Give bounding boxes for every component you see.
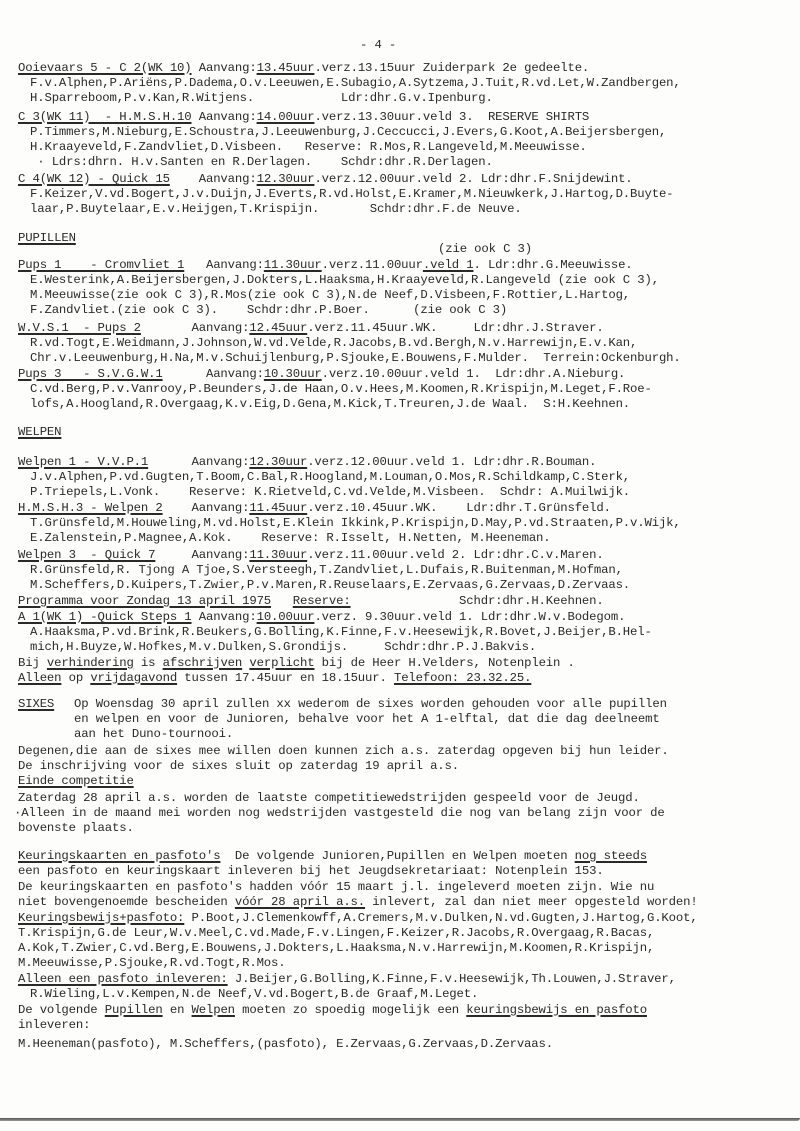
match-details: .verz.13.30uur.veld 3. RESERVE SHIRTS [314, 110, 590, 124]
player-list: J.v.Alphen,P.vd.Gugten,T.Boom,C.Bal,R.Hoogland,M.Louman,O.Mos,R.Schildkamp,C.Sterk, [30, 470, 631, 484]
medical-header: Keuringskaarten en pasfoto's De volgende Junioren,Pupillen en Welpen moeten nog steeds [18, 849, 647, 863]
program-schdr: Schdr:dhr.H.Keehnen. [459, 594, 604, 608]
sixes-signup: Degenen,die aan de sixes mee willen doen kunnen zich a.s. zaterdag opgeven bij hun leider. [18, 744, 669, 758]
player-list: H.Kraayeveld,F.Zandvliet,D.Visbeen. Reserve: R.Mos,R.Langeveld,M.Meeuwisse. [30, 140, 587, 154]
match-header-welpen2: H.M.S.H.3 - Welpen 2 Aanvang:11.45uur.verz.10.45uur.WK. Ldr:dhr.T.Grünsfeld. [18, 501, 611, 515]
field-number: .veld 1 [422, 258, 474, 272]
program-title: Programma voor Zondag 13 april 1975 [18, 594, 272, 608]
page-bottom-edge [0, 1118, 800, 1121]
player-list: A.Haaksma,P.vd.Brink,R.Beukers,G.Bolling,K.Finne,F.v.Heesewijk,R.Bovet,J.Beijer,B.Hel- [30, 625, 652, 639]
match-title: H.M.S.H.3 - Welpen 2 [18, 501, 163, 515]
player-list: R.vd.Togt,E.Weidmann,J.Johnson,W.vd.Velde,R.Jacobs,B.vd.Bergh,N.v.Harrewijn,E.v.Kan, [30, 336, 638, 350]
player-list: mich,H.Buyze,W.Hofkes,M.v.Dulken,S.Grondijs. Schdr:dhr.P.J.Bakvis. [30, 640, 537, 654]
match-details: .verz.12.00uur.veld 2. Ldr:dhr.F.Snijdewint. [314, 172, 633, 186]
page-number: - 4 - [360, 38, 397, 52]
start-time: 13.45uur [256, 61, 315, 75]
leader: . Ldr:dhr.G.Meeuwisse. [473, 258, 633, 272]
cross-reference-note: (zie ook C 3) [438, 242, 532, 256]
match-header-c3: C 3(WK 11) - H.M.S.H.10 Aanvang:14.00uur.verz.13.30uur.veld 3. RESERVE SHIRTS [18, 110, 590, 124]
player-list: T.Krispijn,G.de Leur,W.v.Meel,C.vd.Made,F.v.Lingen,F.Keizer,R.Jacobs,R.Overgaag,R.Bacas, [18, 926, 655, 940]
start-time: 10.30uur [263, 367, 322, 381]
player-list: F.Zandvliet.(zie ook C 3). Schdr:dhr.P.Boer. (zie ook C 3) [30, 303, 508, 317]
player-list: R.Grünsfeld,R. Tjong A Tjoe,S.Versteegh,T.Zandvliet,L.Dufais,R.Buitenman,M.Hofman, [30, 563, 623, 577]
match-title: Pups 1 - Cromvliet 1 [18, 258, 185, 272]
player-list: R.Wieling,L.v.Kempen,N.de Neef,V.vd.Bogert,B.de Graaf,M.Leget. [30, 987, 479, 1001]
sixes-text: aan het Duno-tournooi. [74, 727, 234, 741]
player-list: P.Timmers,M.Nieburg,E.Schoustra,J.Leeuwenburg,J.Ceccucci,J.Evers,G.Koot,A.Beijersbergen, [30, 125, 667, 139]
start-time: 12.45uur [249, 321, 308, 335]
match-details: .verz. 9.30uur.veld 1. Ldr:dhr.W.v.Bodegom. [314, 610, 626, 624]
both-label: Keuringsbewijs+pasfoto: [18, 911, 185, 925]
end-competition-title: Einde competitie [18, 774, 134, 788]
followup-notice: De volgende Pupillen en Welpen moeten zo spoedig mogelijk een keuringsbewijs en pasfoto [18, 1003, 647, 1017]
match-header-c4: C 4(WK 12) - Quick 15 Aanvang:12.30uur.verz.12.00uur.veld 2. Ldr:dhr.F.Snijdewint. [18, 172, 633, 186]
player-list: F.v.Alphen,P.Ariëns,P.Dadema,O.v.Leeuwen,E.Subagio,A.Sytzema,J.Tuit,R.vd.Let,W.Zandbergen, [30, 76, 681, 90]
match-header-a1: A 1(WK 1) -Quick Steps 1 Aanvang:10.00uur.verz. 9.30uur.veld 1. Ldr:dhr.W.v.Bodegom. [18, 610, 626, 624]
end-competition-text: Zaterdag 28 april a.s. worden de laatste competitiewedstrijden gespeeld voor de Jeugd. [18, 791, 640, 805]
player-list: F.Keizer,V.vd.Bogert,J.v.Duijn,J.Everts,R.vd.Holst,E.Kramer,M.Nieuwkerk,J.Hartog,D.Buyte- [30, 187, 674, 201]
match-details: .verz.11.00uur [321, 258, 423, 272]
match-title: Ooievaars 5 - C 2(WK 10) [18, 61, 192, 75]
match-header-welpen3: Welpen 3 - Quick 7 Aanvang:11.30uur.verz.11.00uur.veld 2. Ldr:dhr.C.v.Maren. [18, 548, 604, 562]
player-list: E.Westerink,A.Beijersbergen,J.Dokters,L.Haaksma,H.Kraayeveld,R.Langeveld (zie ook C 3), [30, 273, 659, 287]
player-list: lofs,A.Hoogland,R.Overgaag,K.v.Eig,D.Gena,M.Kick,T.Treuren,J.de Waal. S:H.Keehnen. [30, 397, 631, 411]
player-list: C.vd.Berg,P.v.Vanrooy,P.Beunders,J.de Haan,O.v.Hees,M.Koomen,R.Krispijn,M.Leget,F.Roe- [30, 382, 652, 396]
match-header-welpen1: Welpen 1 - V.V.P.1 Aanvang:12.30uur.verz.12.00uur.veld 1. Ldr:dhr.R.Bouman. [18, 455, 597, 469]
match-title: Pups 3 - S.V.G.W.1 [18, 367, 163, 381]
followup-names: M.Heeneman(pasfoto), M.Scheffers,(pasfoto), E.Zervaas,G.Zervaas,D.Zervaas. [18, 1037, 553, 1051]
player-list: P.Triepels,L.Vonk. Reserve: K.Rietveld,C.vd.Velde,M.Visbeen. Schdr: A.Muilwijk. [30, 485, 631, 499]
program-header [18, 594, 604, 609]
player-list: E.Zalenstein,P.Magnee,A.Kok. Reserve: R.Isselt, H.Netten, M.Heeneman. [30, 531, 551, 545]
medical-text: De keuringskaarten en pasfoto's hadden vóór 15 maart j.l. ingeleverd moeten zijn. Wie nu [18, 880, 655, 894]
match-header-ooievaars: Ooievaars 5 - C 2(WK 10) Aanvang:13.45uur.verz.13.15uur Zuiderpark 2e gedeelte. [18, 61, 590, 75]
player-list: A.Kok,T.Zwier,C.vd.Berg,E.Bouwens,J.Dokters,L.Haaksma,N.v.Harrewijn,M.Koomen,R.Krispijn, [18, 941, 655, 955]
match-title: W.V.S.1 - Pups 2 [18, 321, 141, 335]
match-header-pups1: Pups 1 - Cromvliet 1 Aanvang:11.30uur.verz.11.00uur.veld 1. Ldr:dhr.G.Meeuwisse. [18, 258, 633, 272]
start-time: 10.00uur [256, 610, 315, 624]
match-header-pups3: Pups 3 - S.V.G.W.1 Aanvang:10.30uur.verz.10.00uur.veld 1. Ldr:dhr.A.Nieburg. [18, 367, 626, 381]
player-list: M.Scheffers,D.Kuipers,T.Zwier,P.v.Maren,R.Reuselaars,E.Zervaas,G.Zervaas,D.Zervaas. [30, 578, 631, 592]
followup-text: inleveren: [18, 1018, 91, 1032]
player-list: laar,P.Buytelaar,E.v.Heijgen,T.Krispijn. Schdr:dhr.F.de Neuve. [30, 202, 522, 216]
sixes-deadline: De inschrijving voor de sixes sluit op zaterdag 19 april a.s. [18, 759, 459, 773]
end-competition-text: ·Alleen in de maand mei worden nog wedstrijden vastgesteld die nog van belang zijn voor de [14, 806, 665, 820]
match-details: .verz.11.00uur.veld 2. Ldr:dhr.C.v.Maren. [307, 548, 604, 562]
match-details: .verz.13.15uur Zuiderpark 2e gedeelte. [314, 61, 590, 75]
section-title-pupillen: PUPILLEN [18, 231, 76, 245]
section-title-welpen: WELPEN [18, 425, 62, 439]
start-time: 11.30uur [263, 258, 322, 272]
leaders-line: · Ldrs:dhrn. H.v.Santen en R.Derlagen. Schdr:dhr.R.Derlagen. [30, 155, 493, 169]
match-details: .verz.11.45uur.WK. Ldr:dhr.J.Straver. [307, 321, 604, 335]
match-details: .verz.12.00uur.veld 1. Ldr:dhr.R.Bouman. [307, 455, 597, 469]
player-list: Chr.v.Leeuwenburg,H.Na,M.v.Schuijlenburg,P.Sjouke,E.Bouwens,F.Mulder. Terrein:Ockenburgh. [30, 351, 681, 365]
medical-warning: niet bovengenoemde bescheiden vóór 28 april a.s. inlevert, zal dan niet meer opgesteld worden! [18, 895, 698, 909]
photo-only-list: Alleen een pasfoto inleveren: J.Beijer,G.Bolling,K.Finne,F.v.Heesewijk,Th.Louwen,J.Straver, [18, 972, 676, 986]
player-list: T.Grünsfeld,M.Houweling,M.vd.Holst,E.Klein Ikkink,P.Krispijn,D.May,P.vd.Straaten,P.v.Wijk, [30, 516, 681, 530]
match-title: Welpen 3 - Quick 7 [18, 548, 156, 562]
sixes-text: Op Woensdag 30 april zullen xx wederom de sixes worden gehouden voor alle pupillen [74, 697, 667, 711]
start-time: 11.45uur [249, 501, 308, 515]
match-details: .verz.10.45uur.WK. Ldr:dhr.T.Grünsfeld. [307, 501, 611, 515]
medical-text: een pasfoto en keuringskaart inleveren bij het Jeugdsekretariaat: Notenplein 153. [18, 864, 604, 878]
start-time: 14.00uur [256, 110, 315, 124]
match-title: A 1(WK 1) -Quick Steps 1 [18, 610, 192, 624]
start-time: 11.30uur [249, 548, 308, 562]
match-details: .verz.10.00uur.veld 1. Ldr:dhr.A.Nieburg. [321, 367, 626, 381]
sixes-text: en welpen en voor de Junioren, behalve voor het A 1-elftal, dat die dag deelneemt [74, 712, 660, 726]
absence-hours: Alleen op vrijdagavond tussen 17.45uur en 18.15uur. Telefoon: 23.32.25. [18, 671, 532, 685]
phone-number: Telefoon: 23.32.25. [393, 671, 532, 685]
match-title: C 3(WK 11) - H.M.S.H.10 [18, 110, 192, 124]
end-competition-text: bovenste plaats. [18, 821, 134, 835]
player-list: H.Sparreboom,P.v.Kan,R.Witjens. Ldr:dhr.G.v.Ipenburg. [30, 91, 493, 105]
match-title: C 4(WK 12) - Quick 15 [18, 172, 170, 186]
absence-notice: Bij verhindering is afschrijven verplicht bij de Heer H.Velders, Notenplein . [18, 656, 575, 670]
medical-title: Keuringskaarten en pasfoto's [18, 849, 221, 863]
player-list: M.Meeuwisse(zie ook C 3),R.Mos(zie ook C 3),N.de Neef,D.Visbeen,F.Rottier,L.Hartog, [30, 288, 631, 302]
start-time: 12.30uur [249, 455, 308, 469]
player-list: M.Meeuwisse,P.Sjouke,R.vd.Togt,R.Mos. [18, 956, 286, 970]
match-header-pups2: W.V.S.1 - Pups 2 Aanvang:12.45uur.verz.11.45uur.WK. Ldr:dhr.J.Straver. [18, 321, 604, 335]
photo-label: Alleen een pasfoto inleveren: [18, 972, 228, 986]
reserve-label: Reserve: [292, 594, 351, 608]
medical-both-list: Keuringsbewijs+pasfoto: P.Boot,J.Clemenkowff,A.Cremers,M.v.Dulken,N.vd.Gugten,J.Hartog,G.Koot, [18, 911, 698, 925]
start-time: 12.30uur [256, 172, 315, 186]
sixes-title: SIXES [18, 697, 55, 711]
match-title: Welpen 1 - V.V.P.1 [18, 455, 149, 469]
